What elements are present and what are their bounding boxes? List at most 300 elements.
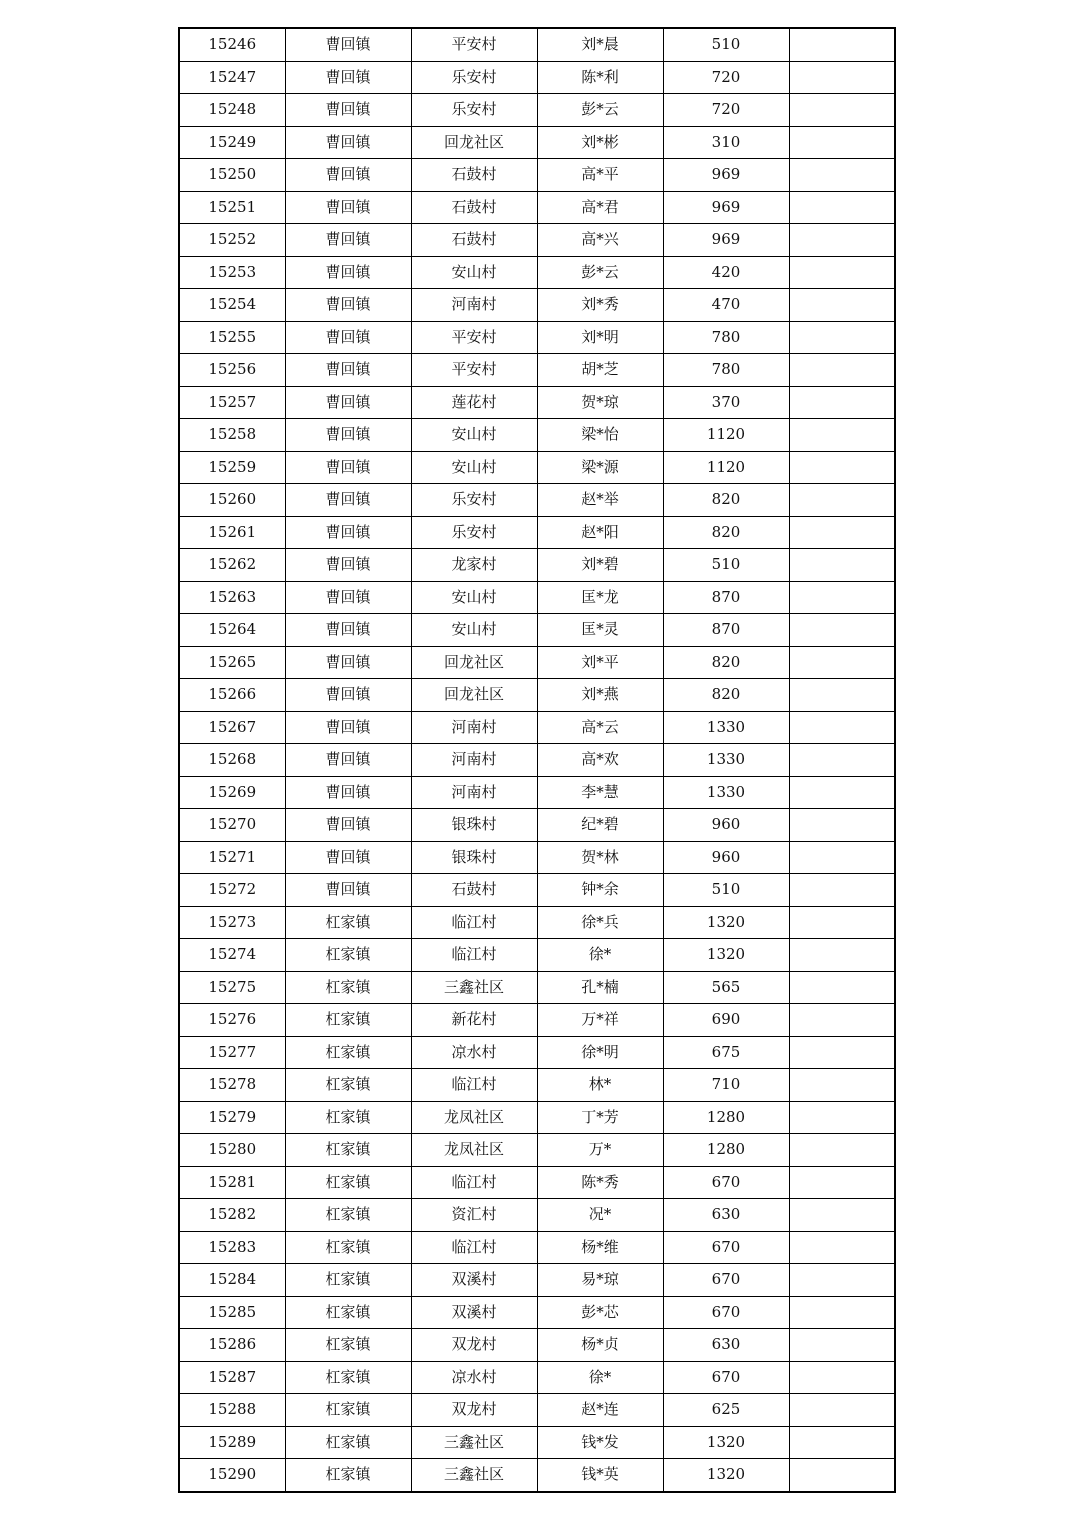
village-cell: 乐安村 — [411, 516, 537, 549]
table-row — [179, 321, 895, 354]
name-cell: 高*云 — [537, 711, 663, 744]
village-cell: 石鼓村 — [411, 224, 537, 257]
record-id-cell: 15275 — [179, 971, 285, 1004]
village-cell: 莲花村 — [411, 386, 537, 419]
table-row — [179, 224, 895, 257]
village-cell: 河南村 — [411, 744, 537, 777]
record-id-cell: 15279 — [179, 1101, 285, 1134]
table-row — [179, 126, 895, 159]
name-cell: 赵*阳 — [537, 516, 663, 549]
amount-cell: 969 — [663, 159, 789, 192]
village-cell: 回龙社区 — [411, 679, 537, 712]
amount-cell: 969 — [663, 191, 789, 224]
amount-cell: 1330 — [663, 711, 789, 744]
table-row — [179, 1264, 895, 1297]
village-cell: 临江村 — [411, 906, 537, 939]
note-cell — [789, 906, 895, 939]
town-cell: 杠家镇 — [285, 1361, 411, 1394]
note-cell — [789, 159, 895, 192]
table-row — [179, 1361, 895, 1394]
town-cell: 杠家镇 — [285, 1394, 411, 1427]
note-cell — [789, 419, 895, 452]
town-cell: 曹回镇 — [285, 516, 411, 549]
record-id-cell: 15270 — [179, 809, 285, 842]
amount-cell: 780 — [663, 354, 789, 387]
note-cell — [789, 614, 895, 647]
record-id-cell: 15252 — [179, 224, 285, 257]
amount-cell: 625 — [663, 1394, 789, 1427]
town-cell: 曹回镇 — [285, 809, 411, 842]
record-id-cell: 15248 — [179, 94, 285, 127]
table-row — [179, 61, 895, 94]
amount-cell: 470 — [663, 289, 789, 322]
name-cell: 钟*余 — [537, 874, 663, 907]
amount-cell: 670 — [663, 1264, 789, 1297]
village-cell: 乐安村 — [411, 94, 537, 127]
record-id-cell: 15257 — [179, 386, 285, 419]
record-id-cell: 15286 — [179, 1329, 285, 1362]
name-cell: 贺*林 — [537, 841, 663, 874]
village-cell: 三鑫社区 — [411, 1459, 537, 1492]
name-cell: 徐*明 — [537, 1036, 663, 1069]
record-id-cell: 15263 — [179, 581, 285, 614]
record-id-cell: 15289 — [179, 1426, 285, 1459]
town-cell: 杠家镇 — [285, 1426, 411, 1459]
amount-cell: 670 — [663, 1361, 789, 1394]
note-cell — [789, 776, 895, 809]
amount-cell: 1320 — [663, 906, 789, 939]
table-row — [179, 354, 895, 387]
note-cell — [789, 646, 895, 679]
table-row — [179, 191, 895, 224]
amount-cell: 420 — [663, 256, 789, 289]
amount-cell: 969 — [663, 224, 789, 257]
table-row — [179, 1069, 895, 1102]
name-cell: 徐* — [537, 939, 663, 972]
town-cell: 曹回镇 — [285, 126, 411, 159]
village-cell: 河南村 — [411, 776, 537, 809]
town-cell: 杠家镇 — [285, 1101, 411, 1134]
note-cell — [789, 1394, 895, 1427]
table-row — [179, 1004, 895, 1037]
name-cell: 梁*源 — [537, 451, 663, 484]
name-cell: 高*兴 — [537, 224, 663, 257]
town-cell: 杠家镇 — [285, 1296, 411, 1329]
note-cell — [789, 28, 895, 61]
town-cell: 杠家镇 — [285, 1264, 411, 1297]
village-cell: 石鼓村 — [411, 874, 537, 907]
record-id-cell: 15264 — [179, 614, 285, 647]
name-cell: 刘*晨 — [537, 28, 663, 61]
amount-cell: 820 — [663, 646, 789, 679]
name-cell: 刘*燕 — [537, 679, 663, 712]
record-id-cell: 15269 — [179, 776, 285, 809]
village-cell: 双龙村 — [411, 1329, 537, 1362]
town-cell: 曹回镇 — [285, 386, 411, 419]
town-cell: 曹回镇 — [285, 159, 411, 192]
table-row — [179, 159, 895, 192]
record-id-cell: 15251 — [179, 191, 285, 224]
amount-cell: 510 — [663, 549, 789, 582]
village-cell: 石鼓村 — [411, 159, 537, 192]
village-cell: 河南村 — [411, 289, 537, 322]
name-cell: 匡*龙 — [537, 581, 663, 614]
town-cell: 曹回镇 — [285, 549, 411, 582]
note-cell — [789, 711, 895, 744]
name-cell: 纪*碧 — [537, 809, 663, 842]
name-cell: 李*慧 — [537, 776, 663, 809]
note-cell — [789, 679, 895, 712]
town-cell: 曹回镇 — [285, 256, 411, 289]
record-id-cell: 15284 — [179, 1264, 285, 1297]
note-cell — [789, 1264, 895, 1297]
name-cell: 况* — [537, 1199, 663, 1232]
village-cell: 安山村 — [411, 614, 537, 647]
record-id-cell: 15265 — [179, 646, 285, 679]
name-cell: 陈*秀 — [537, 1166, 663, 1199]
table-row — [179, 1329, 895, 1362]
table-row — [179, 841, 895, 874]
table-row — [179, 1394, 895, 1427]
village-cell: 临江村 — [411, 1069, 537, 1102]
record-id-cell: 15247 — [179, 61, 285, 94]
village-cell: 平安村 — [411, 321, 537, 354]
amount-cell: 780 — [663, 321, 789, 354]
amount-cell: 960 — [663, 809, 789, 842]
table-row — [179, 809, 895, 842]
record-id-cell: 15280 — [179, 1134, 285, 1167]
name-cell: 徐*兵 — [537, 906, 663, 939]
village-cell: 三鑫社区 — [411, 971, 537, 1004]
amount-cell: 690 — [663, 1004, 789, 1037]
note-cell — [789, 1329, 895, 1362]
village-cell: 临江村 — [411, 939, 537, 972]
village-cell: 安山村 — [411, 581, 537, 614]
amount-cell: 710 — [663, 1069, 789, 1102]
village-cell: 乐安村 — [411, 484, 537, 517]
note-cell — [789, 224, 895, 257]
record-id-cell: 15260 — [179, 484, 285, 517]
village-cell: 河南村 — [411, 711, 537, 744]
note-cell — [789, 484, 895, 517]
note-cell — [789, 809, 895, 842]
amount-cell: 1120 — [663, 451, 789, 484]
name-cell: 徐* — [537, 1361, 663, 1394]
note-cell — [789, 1101, 895, 1134]
name-cell: 彭*云 — [537, 256, 663, 289]
village-cell: 安山村 — [411, 451, 537, 484]
town-cell: 杠家镇 — [285, 1199, 411, 1232]
table-row — [179, 581, 895, 614]
amount-cell: 310 — [663, 126, 789, 159]
town-cell: 曹回镇 — [285, 28, 411, 61]
table-row — [179, 1036, 895, 1069]
note-cell — [789, 971, 895, 1004]
town-cell: 曹回镇 — [285, 711, 411, 744]
table-row — [179, 549, 895, 582]
amount-cell: 510 — [663, 874, 789, 907]
village-cell: 平安村 — [411, 354, 537, 387]
note-cell — [789, 744, 895, 777]
table-row — [179, 484, 895, 517]
town-cell: 曹回镇 — [285, 224, 411, 257]
town-cell: 曹回镇 — [285, 841, 411, 874]
table-row — [179, 419, 895, 452]
record-id-cell: 15259 — [179, 451, 285, 484]
amount-cell: 1330 — [663, 776, 789, 809]
record-id-cell: 15268 — [179, 744, 285, 777]
table-row — [179, 289, 895, 322]
table-row — [179, 516, 895, 549]
note-cell — [789, 1166, 895, 1199]
amount-cell: 820 — [663, 516, 789, 549]
village-cell: 双溪村 — [411, 1264, 537, 1297]
table-row — [179, 744, 895, 777]
town-cell: 杠家镇 — [285, 1166, 411, 1199]
town-cell: 曹回镇 — [285, 484, 411, 517]
name-cell: 万* — [537, 1134, 663, 1167]
record-id-cell: 15287 — [179, 1361, 285, 1394]
town-cell: 曹回镇 — [285, 581, 411, 614]
note-cell — [789, 451, 895, 484]
name-cell: 贺*琼 — [537, 386, 663, 419]
town-cell: 杠家镇 — [285, 1036, 411, 1069]
record-id-cell: 15288 — [179, 1394, 285, 1427]
village-cell: 双龙村 — [411, 1394, 537, 1427]
village-cell: 石鼓村 — [411, 191, 537, 224]
amount-cell: 820 — [663, 679, 789, 712]
village-cell: 临江村 — [411, 1166, 537, 1199]
town-cell: 杠家镇 — [285, 1231, 411, 1264]
town-cell: 曹回镇 — [285, 874, 411, 907]
note-cell — [789, 1361, 895, 1394]
table-row — [179, 1134, 895, 1167]
record-id-cell: 15253 — [179, 256, 285, 289]
town-cell: 曹回镇 — [285, 614, 411, 647]
table-row — [179, 906, 895, 939]
note-cell — [789, 939, 895, 972]
table-row — [179, 1199, 895, 1232]
record-id-cell: 15290 — [179, 1459, 285, 1492]
table-row — [179, 1166, 895, 1199]
amount-cell: 1330 — [663, 744, 789, 777]
record-id-cell: 15278 — [179, 1069, 285, 1102]
table-row — [179, 711, 895, 744]
town-cell: 曹回镇 — [285, 776, 411, 809]
village-cell: 回龙社区 — [411, 126, 537, 159]
name-cell: 刘*平 — [537, 646, 663, 679]
town-cell: 杠家镇 — [285, 906, 411, 939]
name-cell: 杨*贞 — [537, 1329, 663, 1362]
table-row — [179, 1231, 895, 1264]
village-cell: 回龙社区 — [411, 646, 537, 679]
village-cell: 龙凤社区 — [411, 1101, 537, 1134]
amount-cell: 1280 — [663, 1101, 789, 1134]
note-cell — [789, 354, 895, 387]
records-table-body — [179, 28, 895, 1492]
name-cell: 高*君 — [537, 191, 663, 224]
record-id-cell: 15282 — [179, 1199, 285, 1232]
note-cell — [789, 1296, 895, 1329]
table-row — [179, 874, 895, 907]
note-cell — [789, 581, 895, 614]
town-cell: 曹回镇 — [285, 289, 411, 322]
record-id-cell: 15258 — [179, 419, 285, 452]
table-row — [179, 971, 895, 1004]
town-cell: 曹回镇 — [285, 744, 411, 777]
record-id-cell: 15261 — [179, 516, 285, 549]
name-cell: 刘*碧 — [537, 549, 663, 582]
note-cell — [789, 1459, 895, 1492]
name-cell: 刘*明 — [537, 321, 663, 354]
record-id-cell: 15255 — [179, 321, 285, 354]
name-cell: 钱*英 — [537, 1459, 663, 1492]
village-cell: 龙家村 — [411, 549, 537, 582]
record-id-cell: 15267 — [179, 711, 285, 744]
name-cell: 万*祥 — [537, 1004, 663, 1037]
town-cell: 杠家镇 — [285, 971, 411, 1004]
town-cell: 曹回镇 — [285, 419, 411, 452]
record-id-cell: 15256 — [179, 354, 285, 387]
name-cell: 彭*芯 — [537, 1296, 663, 1329]
amount-cell: 870 — [663, 614, 789, 647]
table-row — [179, 614, 895, 647]
name-cell: 刘*秀 — [537, 289, 663, 322]
village-cell: 凉水村 — [411, 1361, 537, 1394]
amount-cell: 960 — [663, 841, 789, 874]
name-cell: 梁*怡 — [537, 419, 663, 452]
amount-cell: 370 — [663, 386, 789, 419]
amount-cell: 670 — [663, 1166, 789, 1199]
town-cell: 曹回镇 — [285, 679, 411, 712]
table-row — [179, 256, 895, 289]
table-row — [179, 1426, 895, 1459]
amount-cell: 820 — [663, 484, 789, 517]
note-cell — [789, 1134, 895, 1167]
note-cell — [789, 549, 895, 582]
amount-cell: 720 — [663, 94, 789, 127]
note-cell — [789, 874, 895, 907]
records-table — [178, 27, 896, 1493]
note-cell — [789, 1231, 895, 1264]
name-cell: 易*琼 — [537, 1264, 663, 1297]
village-cell: 龙凤社区 — [411, 1134, 537, 1167]
village-cell: 临江村 — [411, 1231, 537, 1264]
record-id-cell: 15250 — [179, 159, 285, 192]
town-cell: 曹回镇 — [285, 646, 411, 679]
table-row — [179, 94, 895, 127]
table-row — [179, 939, 895, 972]
note-cell — [789, 1004, 895, 1037]
amount-cell: 510 — [663, 28, 789, 61]
town-cell: 曹回镇 — [285, 321, 411, 354]
name-cell: 刘*彬 — [537, 126, 663, 159]
amount-cell: 870 — [663, 581, 789, 614]
note-cell — [789, 386, 895, 419]
town-cell: 曹回镇 — [285, 94, 411, 127]
name-cell: 赵*举 — [537, 484, 663, 517]
note-cell — [789, 1036, 895, 1069]
record-id-cell: 15274 — [179, 939, 285, 972]
name-cell: 胡*芝 — [537, 354, 663, 387]
table-row — [179, 386, 895, 419]
table-row — [179, 1296, 895, 1329]
amount-cell: 630 — [663, 1199, 789, 1232]
name-cell: 丁*芳 — [537, 1101, 663, 1134]
village-cell: 平安村 — [411, 28, 537, 61]
town-cell: 杠家镇 — [285, 1459, 411, 1492]
note-cell — [789, 1069, 895, 1102]
village-cell: 银珠村 — [411, 809, 537, 842]
name-cell: 钱*发 — [537, 1426, 663, 1459]
village-cell: 新花村 — [411, 1004, 537, 1037]
record-id-cell: 15246 — [179, 28, 285, 61]
amount-cell: 1320 — [663, 1426, 789, 1459]
name-cell: 林* — [537, 1069, 663, 1102]
record-id-cell: 15276 — [179, 1004, 285, 1037]
record-id-cell: 15266 — [179, 679, 285, 712]
amount-cell: 675 — [663, 1036, 789, 1069]
town-cell: 曹回镇 — [285, 354, 411, 387]
amount-cell: 565 — [663, 971, 789, 1004]
name-cell: 彭*云 — [537, 94, 663, 127]
name-cell: 高*欢 — [537, 744, 663, 777]
table-row — [179, 679, 895, 712]
note-cell — [789, 516, 895, 549]
amount-cell: 630 — [663, 1329, 789, 1362]
name-cell: 赵*连 — [537, 1394, 663, 1427]
amount-cell: 1280 — [663, 1134, 789, 1167]
amount-cell: 670 — [663, 1296, 789, 1329]
name-cell: 陈*利 — [537, 61, 663, 94]
name-cell: 高*平 — [537, 159, 663, 192]
record-id-cell: 15285 — [179, 1296, 285, 1329]
note-cell — [789, 841, 895, 874]
note-cell — [789, 1426, 895, 1459]
note-cell — [789, 191, 895, 224]
village-cell: 银珠村 — [411, 841, 537, 874]
village-cell: 资汇村 — [411, 1199, 537, 1232]
town-cell: 曹回镇 — [285, 191, 411, 224]
note-cell — [789, 289, 895, 322]
town-cell: 杠家镇 — [285, 939, 411, 972]
amount-cell: 670 — [663, 1231, 789, 1264]
record-id-cell: 15277 — [179, 1036, 285, 1069]
name-cell: 匡*灵 — [537, 614, 663, 647]
note-cell — [789, 61, 895, 94]
town-cell: 曹回镇 — [285, 61, 411, 94]
record-id-cell: 15254 — [179, 289, 285, 322]
town-cell: 杠家镇 — [285, 1329, 411, 1362]
town-cell: 曹回镇 — [285, 451, 411, 484]
record-id-cell: 15249 — [179, 126, 285, 159]
amount-cell: 1320 — [663, 939, 789, 972]
record-id-cell: 15273 — [179, 906, 285, 939]
table-row — [179, 1101, 895, 1134]
amount-cell: 720 — [663, 61, 789, 94]
town-cell: 杠家镇 — [285, 1004, 411, 1037]
village-cell: 安山村 — [411, 256, 537, 289]
amount-cell: 1120 — [663, 419, 789, 452]
record-id-cell: 15262 — [179, 549, 285, 582]
note-cell — [789, 256, 895, 289]
table-row — [179, 1459, 895, 1492]
table-row — [179, 28, 895, 61]
town-cell: 杠家镇 — [285, 1069, 411, 1102]
amount-cell: 1320 — [663, 1459, 789, 1492]
note-cell — [789, 321, 895, 354]
table-row — [179, 776, 895, 809]
